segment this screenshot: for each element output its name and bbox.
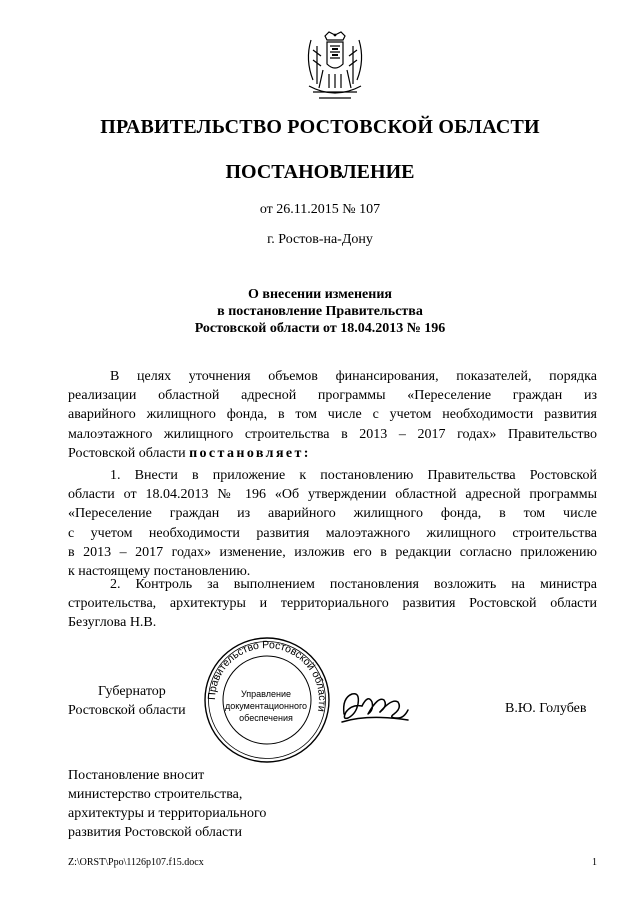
file-path: Z:\ORST\Ppo\1126p107.f15.docx	[68, 857, 204, 868]
signatory-title-line: Ростовской области	[68, 703, 186, 718]
text-line: с учетом необходимости развития малоэтажного жилищного строительства	[68, 525, 597, 541]
decree-keyword: постановляет:	[189, 445, 311, 461]
signatory-title-line: Губернатор	[98, 684, 166, 699]
doc-type-title: ПОСТАНОВЛЕНИЕ	[225, 161, 415, 183]
subject-line: О внесении изменения	[248, 287, 392, 302]
text-line: реализации областной адресной программы «Переселение граждан из	[68, 388, 597, 404]
text-line: «Переселение граждан из аварийного жилищного фонда, в том числе	[68, 506, 597, 522]
text-line: аварийного жилищного фонда, в том числе с учетом необходимости развития	[68, 407, 597, 423]
text-line: в 2013 – 2017 годах» изменение, изложив его в редакции согласно приложению	[68, 544, 597, 560]
item-1-paragraph	[68, 466, 597, 581]
handwritten-signature	[338, 684, 412, 730]
text-line: В целях уточнения объемов финансирования, показателей, порядка	[110, 369, 597, 384]
doc-number: от 26.11.2015 № 107	[259, 202, 381, 217]
coat-of-arms-icon	[299, 30, 371, 106]
text-line: к настоящему постановлению.	[68, 564, 251, 580]
stamp-inner-text	[216, 688, 316, 724]
note-line: Постановление вносит	[68, 768, 205, 783]
stamp-ring-text: Правительство Ростовской области	[205, 638, 329, 713]
text-line: малоэтажного жилищного строительства в 2013 – 2017 годах» Правительство	[68, 426, 597, 442]
signatory-title	[68, 682, 186, 720]
stamp-line: Управление	[240, 689, 292, 699]
text-line: 1. Внести в приложение к постановлению Правительства Ростовской	[110, 468, 597, 483]
doc-city: г. Ростов-на-Дону	[267, 232, 373, 247]
stamp-line: документационного	[224, 701, 308, 711]
stamp-line: обеспечения	[239, 713, 293, 723]
signatory-name: В.Ю. Голубев	[505, 701, 587, 716]
text-line: Безуглова Н.В.	[68, 615, 157, 631]
doc-subject	[0, 286, 640, 337]
org-title: ПРАВИТЕЛЬСТВО РОСТОВСКОЙ ОБЛАСТИ	[100, 116, 540, 138]
submitted-by-note	[68, 766, 266, 842]
text-line: 2. Контроль за выполнением постановления возложить на министра	[110, 577, 597, 592]
page-number: 1	[592, 857, 597, 868]
note-line: архитектуры и территориального	[68, 806, 267, 821]
item-2-paragraph	[68, 575, 597, 633]
text-line: области от 18.04.2013 № 196 «Об утверждении областной адресной программы	[68, 487, 597, 503]
text-line-prefix: Ростовской области	[68, 445, 190, 461]
note-line: развития Ростовской области	[68, 825, 242, 840]
subject-line: Ростовской области от 18.04.2013 № 196	[194, 321, 446, 336]
preamble-paragraph	[68, 367, 597, 463]
text-line: строительства, архитектуры и территориального развития Ростовской области	[68, 596, 597, 612]
note-line: министерство строительства,	[68, 787, 243, 802]
subject-line: в постановление Правительства	[217, 304, 423, 319]
text-line	[68, 444, 597, 463]
